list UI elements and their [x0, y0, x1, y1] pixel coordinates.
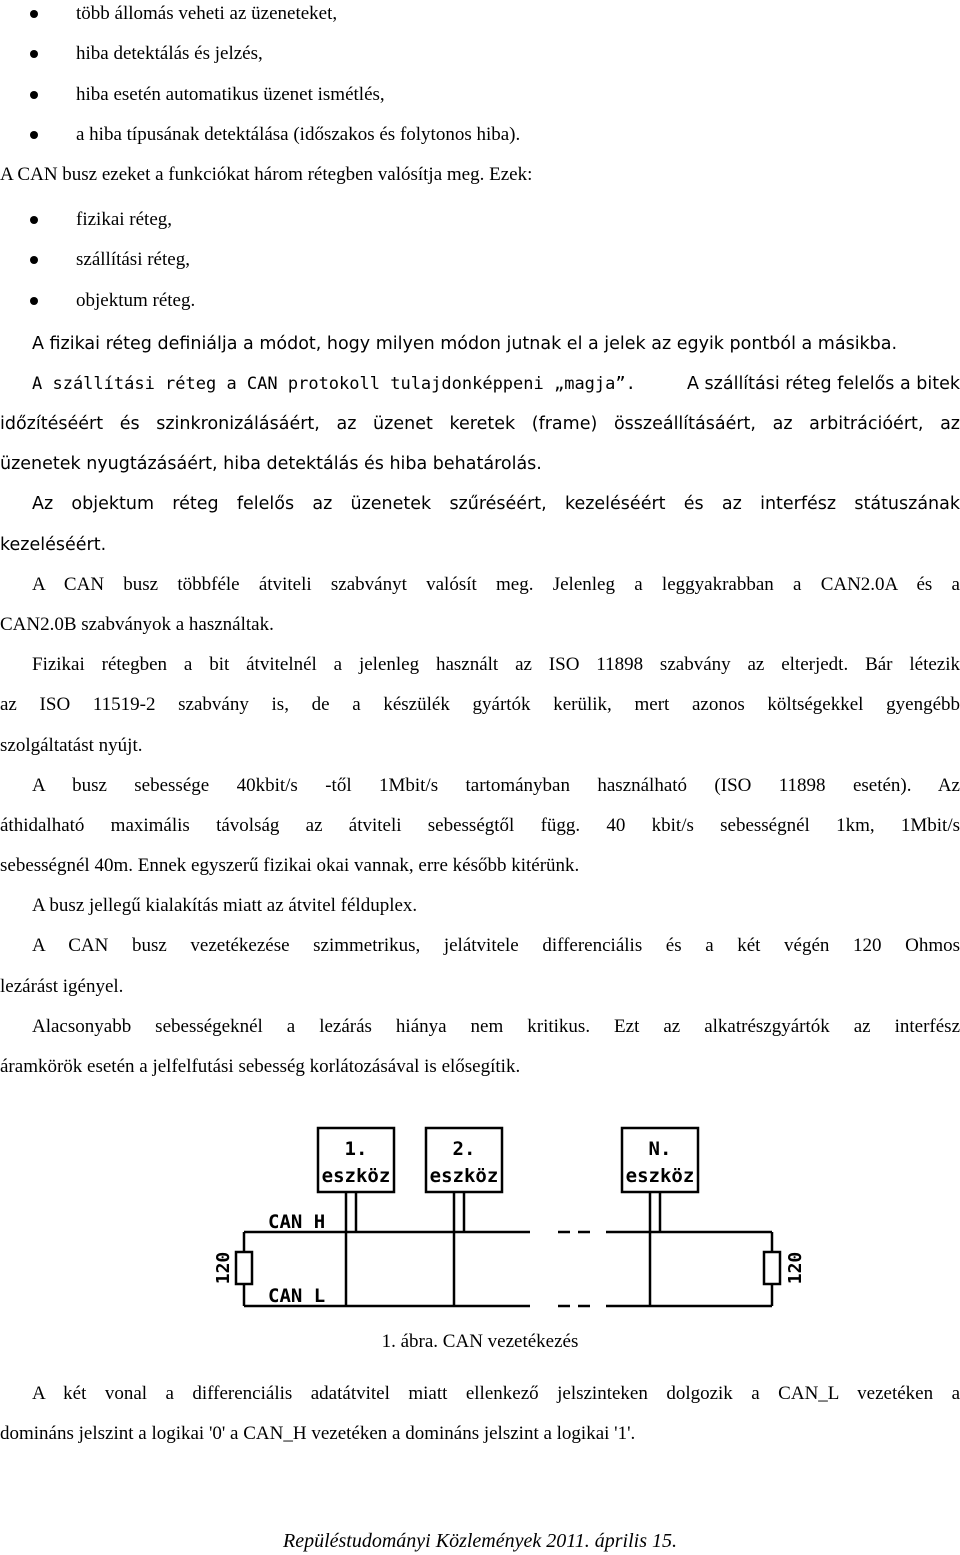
page-footer: Repüléstudományi Közlemények 2011. április 15.	[282, 1530, 677, 1552]
device-1-number: 1.	[344, 1138, 368, 1160]
paragraph-iso-line3: szolgáltatást nyújt.	[0, 735, 143, 756]
paragraph-iso-line1: Fizikai rétegben a bit átvitelnél a jelenleg használt az ISO 11898 szabvány az elterjedt. Bár létezik	[32, 654, 960, 675]
intro-text: A CAN busz ezeket a funkciókat három rétegben valósítja meg. Ezek:	[0, 164, 533, 185]
paragraph-lowspeed-line1: Alacsonyabb sebességeknél a lezárás hiánya nem kritikus. Ezt az alkatrészgyártók az interfész	[32, 1016, 960, 1037]
paragraph-speed-line2: áthidalható maximális távolság az átviteli sebességtől függ. 40 kbit/s sebességnél 1km, 1Mbit/s	[0, 815, 960, 836]
resistor-right	[764, 1252, 780, 1284]
paragraph-object-line2: kezeléséért.	[0, 535, 107, 555]
transport-sentence: A szállítási réteg felelős a bitek	[687, 374, 960, 394]
paragraph-transport-line1	[32, 370, 960, 398]
paragraph-physical: A fizikai réteg definiálja a módot, hogy milyen módon jutnak el a jelek az egyik pontból a másikba.	[32, 334, 898, 354]
paragraph-duplex: A busz jellegű kialakítás miatt az átvitel félduplex.	[32, 895, 418, 916]
bullet-icon	[30, 297, 38, 305]
paragraph-transport-line2: időzítéséért és szinkronizálásáért, az üzenet keretek (frame) összeállításáért, az arbitrációért, az	[0, 414, 960, 434]
can-h-label: CAN H	[268, 1211, 326, 1233]
paragraph-can-line2: CAN2.0B szabványok a használtak.	[0, 614, 274, 635]
paragraph-wiring-line2: lezárást igényel.	[0, 976, 124, 997]
resistor-right-label: 120	[785, 1251, 806, 1285]
paragraph-transport-line3: üzenetek nyugtázásáért, hiba detektálás és hiba behatárolás.	[0, 454, 542, 474]
bullet-icon	[30, 256, 38, 264]
paragraph-speed-line1: A busz sebessége 40kbit/s -től 1Mbit/s tartományban használható (ISO 11898 esetén). Az	[32, 775, 960, 796]
device-n-number: N.	[648, 1138, 672, 1160]
paragraph-levels-line1: A két vonal a differenciális adatátvitel miatt ellenkező jelszinteken dolgozik a CAN_L vezetéken a	[32, 1383, 960, 1404]
paragraph-wiring-line1: A CAN busz vezetékezése szimmetrikus, jelátvitele differenciális és a két végén 120 Ohmos	[32, 935, 960, 956]
bullet-icon	[30, 91, 38, 99]
paragraph-speed-line3: sebességnél 40m. Ennek egyszerű fizikai okai vannak, erre később kitérünk.	[0, 855, 580, 876]
can-wiring-diagram	[0, 1122, 960, 1312]
bullet-icon	[30, 50, 38, 58]
transport-heading: A szállítási réteg a CAN protokoll tulajdonképpeni „magja”.	[32, 374, 636, 394]
device-n-label: eszköz	[625, 1165, 695, 1187]
resistor-left	[236, 1252, 252, 1284]
paragraph-can-line1: A CAN busz többféle átviteli szabványt valósít meg. Jelenleg a leggyakrabban a CAN2.0A és a	[32, 574, 960, 595]
bullet-icon	[30, 216, 38, 224]
resistor-left-label: 120	[213, 1251, 234, 1285]
paragraph-iso-line2: az ISO 11519-2 szabvány is, de a készülék gyártók kerülik, mert azonos költségekkel gyengébb	[0, 694, 960, 715]
paragraph-lowspeed-line2: áramkörök esetén a jelfelfutási sebesség korlátozásával is elősegítik.	[0, 1056, 521, 1077]
figure-caption: 1. ábra. CAN vezetékezés	[381, 1331, 579, 1352]
paragraph-levels-line2: domináns jelszint a logikai '0' a CAN_H vezetéken a domináns jelszint a logikai '1'.	[0, 1423, 636, 1444]
bullet-icon	[30, 131, 38, 139]
paragraph-object-line1: Az objektum réteg felelős az üzenetek szűréséért, kezeléséért és az interfész státuszának	[32, 494, 960, 514]
device-2-label: eszköz	[429, 1165, 499, 1187]
device-1-label: eszköz	[321, 1165, 391, 1187]
device-2-number: 2.	[452, 1138, 476, 1160]
bullet-icon	[30, 10, 38, 18]
can-l-label: CAN L	[268, 1285, 326, 1307]
